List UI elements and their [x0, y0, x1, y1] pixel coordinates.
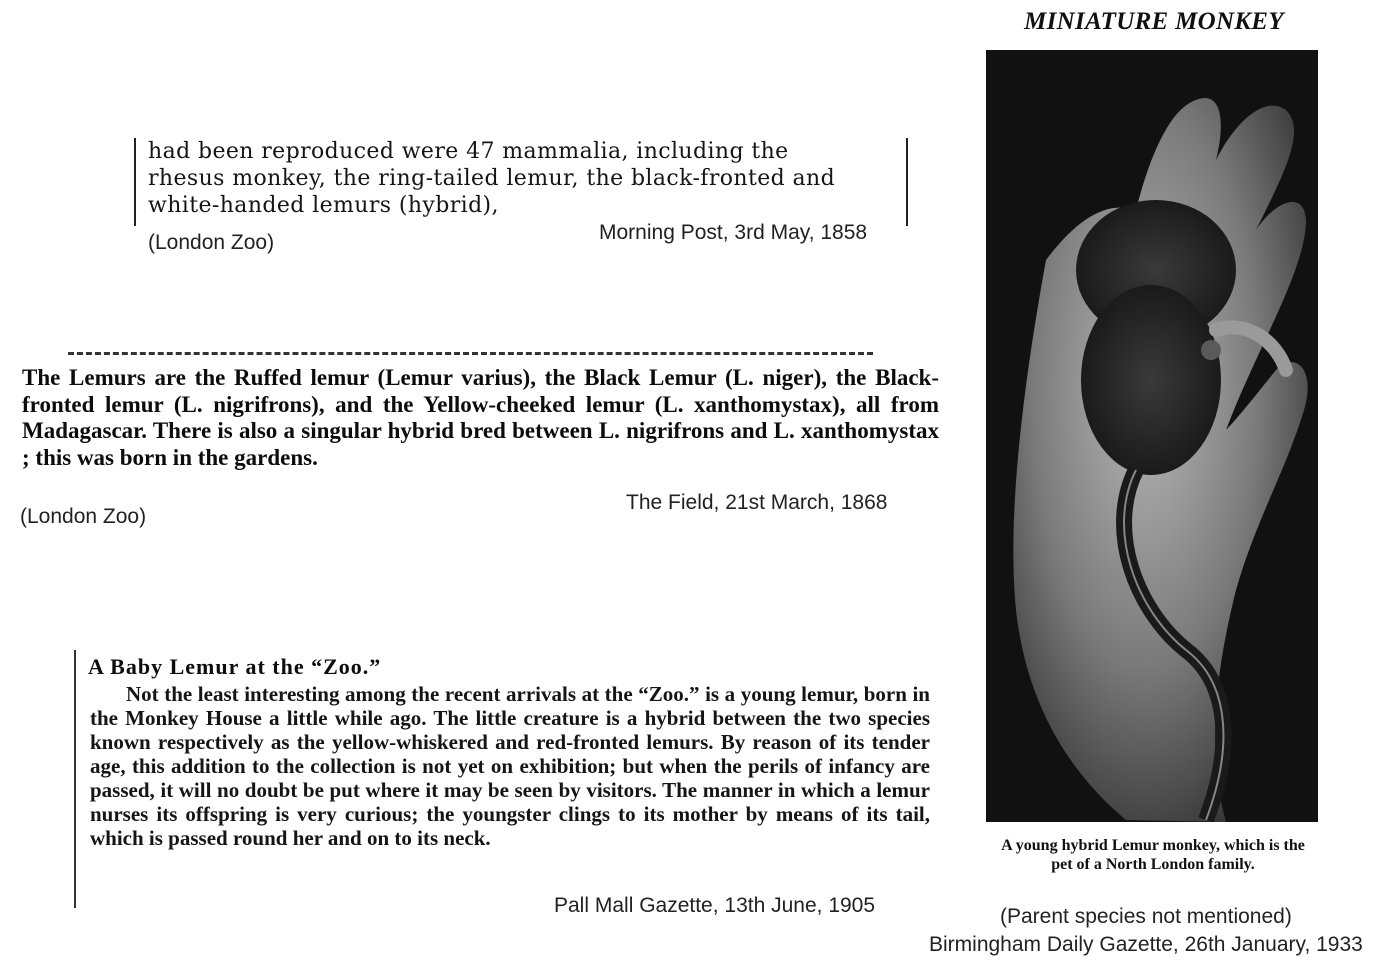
clipping-line: had been reproduced were 47 mammalia, including the — [148, 139, 789, 164]
lemur-photo — [986, 50, 1318, 822]
clipping-body: Not the least interesting among the recent arrivals at the “Zoo.” is a young lemur, born in the Monkey House a little while ago. The little creature is a hybrid between the two species known respectively as the yellow-whiskered and red-fronted lemurs. By reason of its tender age, this addition to the collection is not yet on exhibition; but when the perils of infancy are passed, it will no doubt be put where it may be seen by visitors. The manner in which a lemur nurses its offspring is very curious; the youngster clings to its mother by means of its tail, which is passed round her and on to its neck. — [90, 682, 930, 850]
clipping-note: (London Zoo) — [20, 505, 147, 528]
lemur-body — [1081, 285, 1221, 475]
photo-headline: MINIATURE MONKEY — [1024, 8, 1284, 35]
clipping-pall-mall — [74, 650, 936, 908]
ring — [1201, 340, 1221, 360]
photo-caption: A young hybrid Lemur monkey, which is the pet of a North London family. — [1001, 837, 1305, 873]
clipping-source: The Field, 21st March, 1868 — [626, 491, 888, 514]
clipping-body: The Lemurs are the Ruffed lemur (Lemur varius), the Black Lemur (L. niger), the Black-fronted lemur (L. nigrifrons), and the Yellow-cheeked lemur (L. xanthomystax), all from Madagascar. There is also a singular hybrid bred between L. nigrifrons and L. xanthomystax ; this was born in the gardens. — [22, 365, 939, 470]
clipping-source: Pall Mall Gazette, 13th June, 1905 — [554, 894, 876, 917]
clipping-note: (London Zoo) — [148, 231, 275, 254]
clipping-cut-edge — [68, 352, 873, 361]
clipping-line: white-handed lemurs (hybrid), — [148, 193, 499, 218]
hand-holding-lemur-image — [986, 50, 1318, 822]
clipping-morning-post — [134, 138, 908, 226]
clipping-the-field — [18, 352, 943, 492]
clipping-line: rhesus monkey, the ring-tailed lemur, the black-fronted and — [148, 166, 836, 191]
clipping-source: Birmingham Daily Gazette, 26th January, 1933 — [929, 933, 1363, 956]
clipping-headline: A Baby Lemur at the “Zoo.” — [88, 654, 382, 679]
clipping-source: Morning Post, 3rd May, 1858 — [599, 221, 868, 244]
clipping-note: (Parent species not mentioned) — [1000, 905, 1292, 928]
